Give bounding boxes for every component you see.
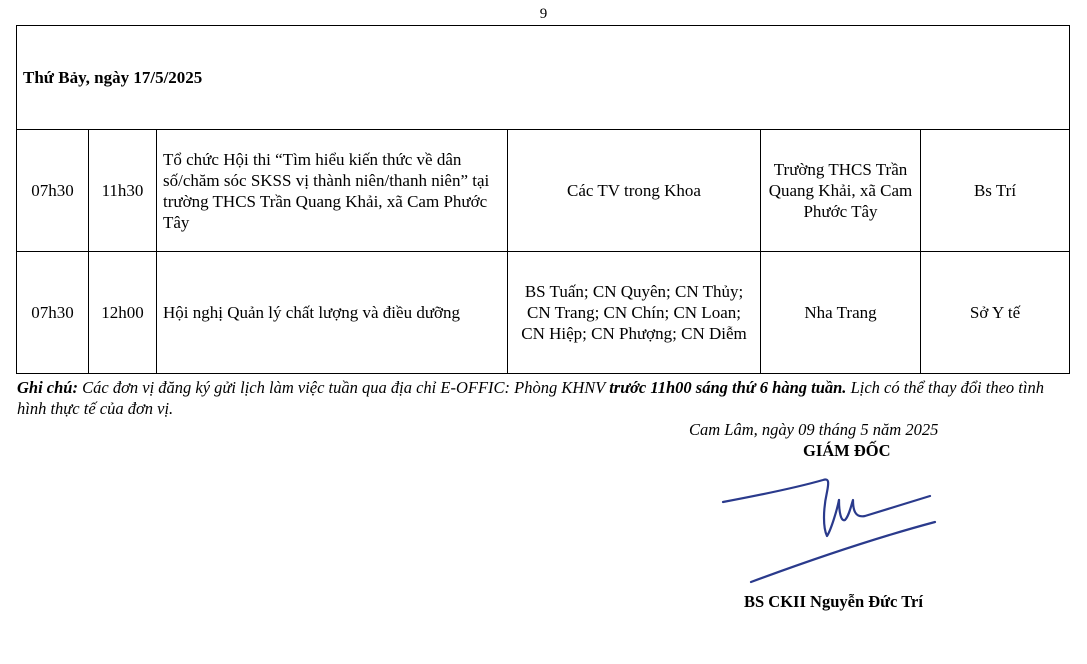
note-bold-deadline: trước 11h00 sáng thứ 6 hàng tuần. bbox=[609, 378, 847, 397]
page-number: 9 bbox=[539, 6, 548, 22]
schedule-table bbox=[16, 25, 1070, 374]
note-text-2: Lịch có thể thay đổi theo tình hình thực tế của đơn vị. bbox=[17, 378, 1044, 418]
event-content: Tổ chức Hội thi “Tìm hiểu kiến thức về dân số/chăm sóc SKSS vị thành niên/thanh niên” tại trường THCS Trần Quang Khải, xã Cam Phước Tây bbox=[157, 130, 508, 252]
start-time: 07h30 bbox=[17, 130, 89, 252]
host: Bs Trí bbox=[921, 130, 1070, 252]
location: Nha Trang bbox=[761, 252, 921, 374]
participants: BS Tuấn; CN Quyên; CN Thủy; CN Trang; CN Chín; CN Loan; CN Hiệp; CN Phượng; CN Diễm bbox=[508, 252, 761, 374]
note-text-1: Các đơn vị đăng ký gửi lịch làm việc tuần qua địa chỉ E-OFFIC: Phòng KHNV bbox=[77, 378, 610, 397]
end-time: 12h00 bbox=[89, 252, 157, 374]
director-title: GIÁM ĐỐC bbox=[803, 441, 891, 460]
footnote bbox=[17, 377, 1077, 419]
note-label: Ghi chú: bbox=[17, 378, 78, 397]
signer-name: BS CKII Nguyễn Đức Trí bbox=[744, 592, 923, 611]
table-row bbox=[17, 252, 1070, 374]
day-header: Thứ Bảy, ngày 17/5/2025 bbox=[17, 26, 1070, 130]
event-content: Hội nghị Quản lý chất lượng và điều dưỡng bbox=[157, 252, 508, 374]
handwritten-signature bbox=[715, 470, 945, 590]
participants: Các TV trong Khoa bbox=[508, 130, 761, 252]
date-line: Cam Lâm, ngày 09 tháng 5 năm 2025 bbox=[689, 420, 939, 439]
end-time: 11h30 bbox=[89, 130, 157, 252]
day-header-row bbox=[17, 26, 1070, 130]
host: Sở Y tế bbox=[921, 252, 1070, 374]
location: Trường THCS Trần Quang Khải, xã Cam Phước Tây bbox=[761, 130, 921, 252]
table-row bbox=[17, 130, 1070, 252]
start-time: 07h30 bbox=[17, 252, 89, 374]
